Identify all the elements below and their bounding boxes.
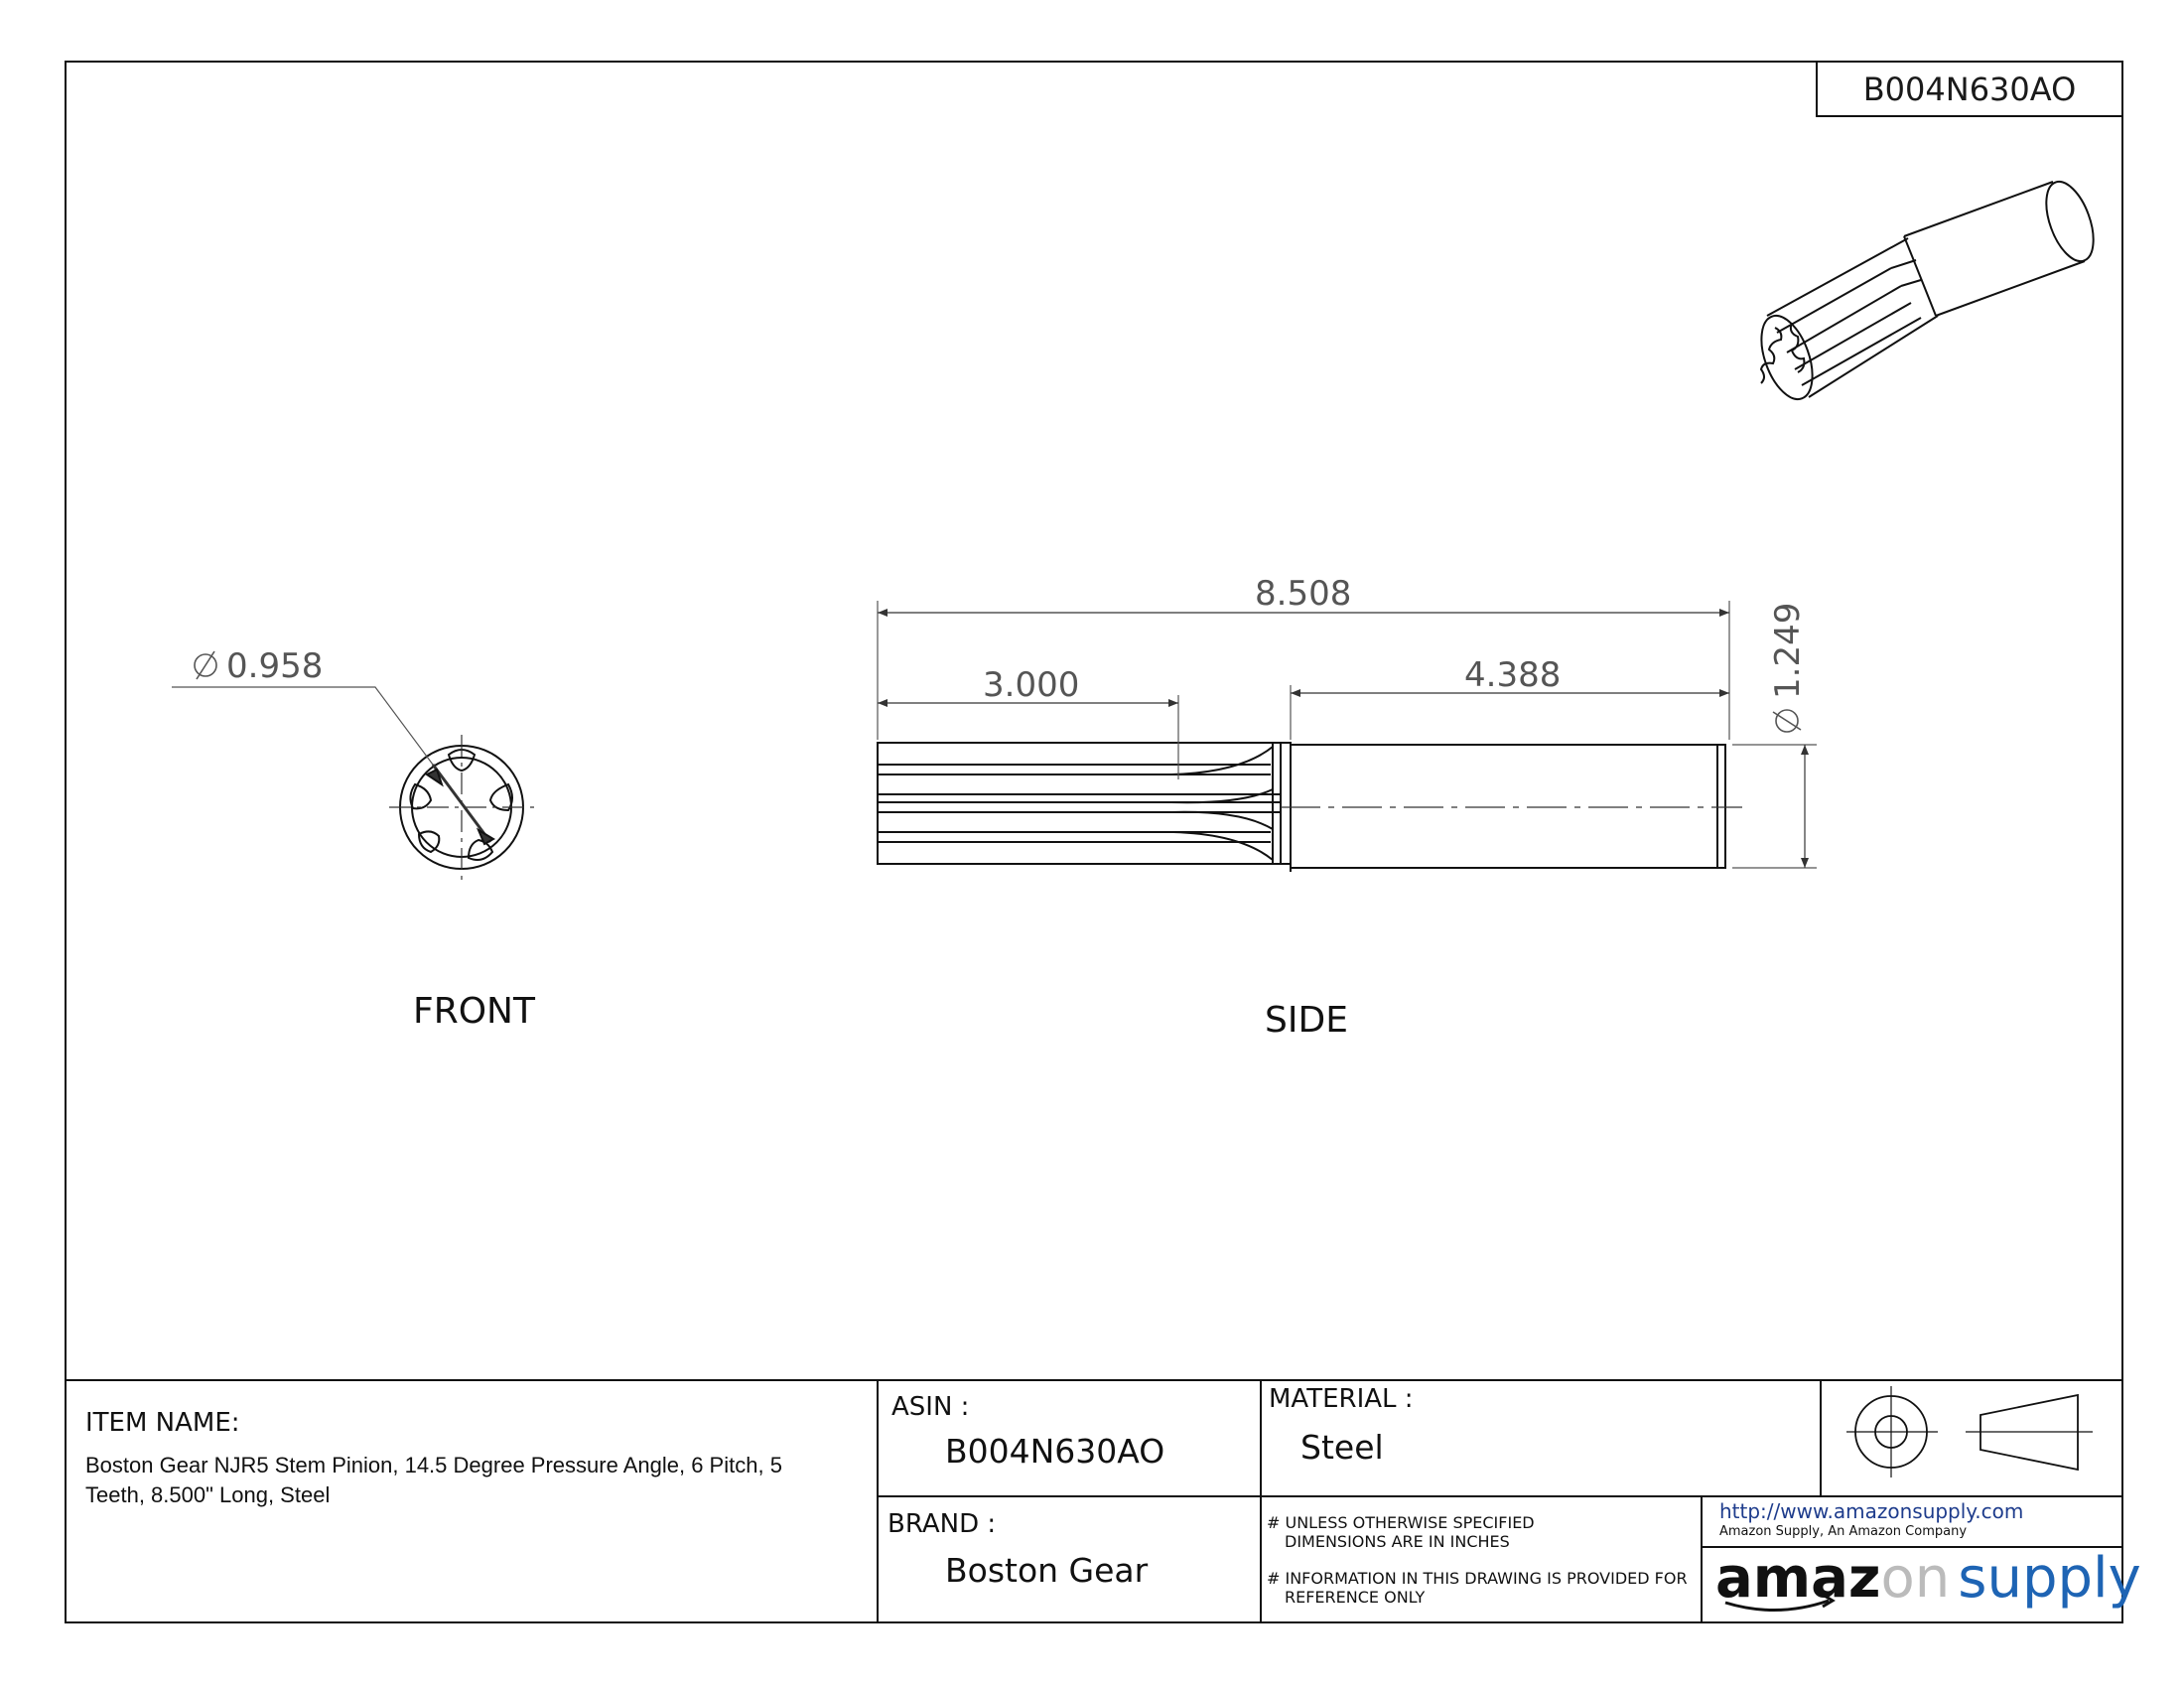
company-tagline: Amazon Supply, An Amazon Company: [1719, 1524, 1968, 1539]
side-view-label: SIDE: [1265, 1000, 1348, 1041]
note-reference-line2: REFERENCE ONLY: [1285, 1588, 1426, 1607]
projection-symbol-icon: [1846, 1386, 2093, 1477]
note-units-line1: # UNLESS OTHERWISE SPECIFIED: [1267, 1513, 1535, 1532]
asin-label: ASIN :: [891, 1392, 970, 1422]
amazonsupply-link[interactable]: http://www.amazonsupply.com: [1719, 1499, 2024, 1523]
material-value: Steel: [1300, 1428, 1384, 1467]
dim-stem-length: 4.388: [1464, 655, 1562, 695]
isometric-view: [1751, 176, 2103, 406]
brand-label: BRAND :: [887, 1509, 997, 1539]
dim-front-diameter: [195, 646, 323, 686]
dim-shaft-diameter: [1768, 603, 1808, 732]
dim-shaft-diameter-value: 1.249: [1768, 602, 1808, 699]
logo-amaz: amaz: [1715, 1546, 1881, 1611]
brand-value: Boston Gear: [945, 1551, 1149, 1590]
amazon-supply-logo: [1715, 1545, 2141, 1613]
logo-on: on: [1880, 1546, 1951, 1611]
note-units-line2: DIMENSIONS ARE IN INCHES: [1285, 1532, 1510, 1551]
dim-pinion-length: 3.000: [983, 665, 1080, 705]
logo-supply: supply: [1958, 1546, 2141, 1611]
dim-overall-length: 8.508: [1255, 574, 1352, 614]
side-view: [878, 743, 1742, 872]
header-asin: B004N630AO: [1862, 70, 2077, 108]
item-name-value: Boston Gear NJR5 Stem Pinion, 14.5 Degree Pressure Angle, 6 Pitch, 5 Teeth, 8.500" Long, Steel: [85, 1453, 782, 1507]
item-name-label: ITEM NAME:: [85, 1408, 240, 1438]
note-units: [1267, 1513, 1535, 1551]
dim-front-diameter-value: 0.958: [226, 646, 324, 686]
note-reference-line1: # INFORMATION IN THIS DRAWING IS PROVIDED FOR: [1267, 1569, 1688, 1588]
asin-value: B004N630AO: [945, 1432, 1165, 1471]
dimension-lines: [878, 601, 1817, 868]
note-reference: [1267, 1569, 1688, 1607]
material-label: MATERIAL :: [1269, 1384, 1414, 1414]
front-view: [172, 687, 534, 880]
front-view-label: FRONT: [413, 991, 535, 1032]
